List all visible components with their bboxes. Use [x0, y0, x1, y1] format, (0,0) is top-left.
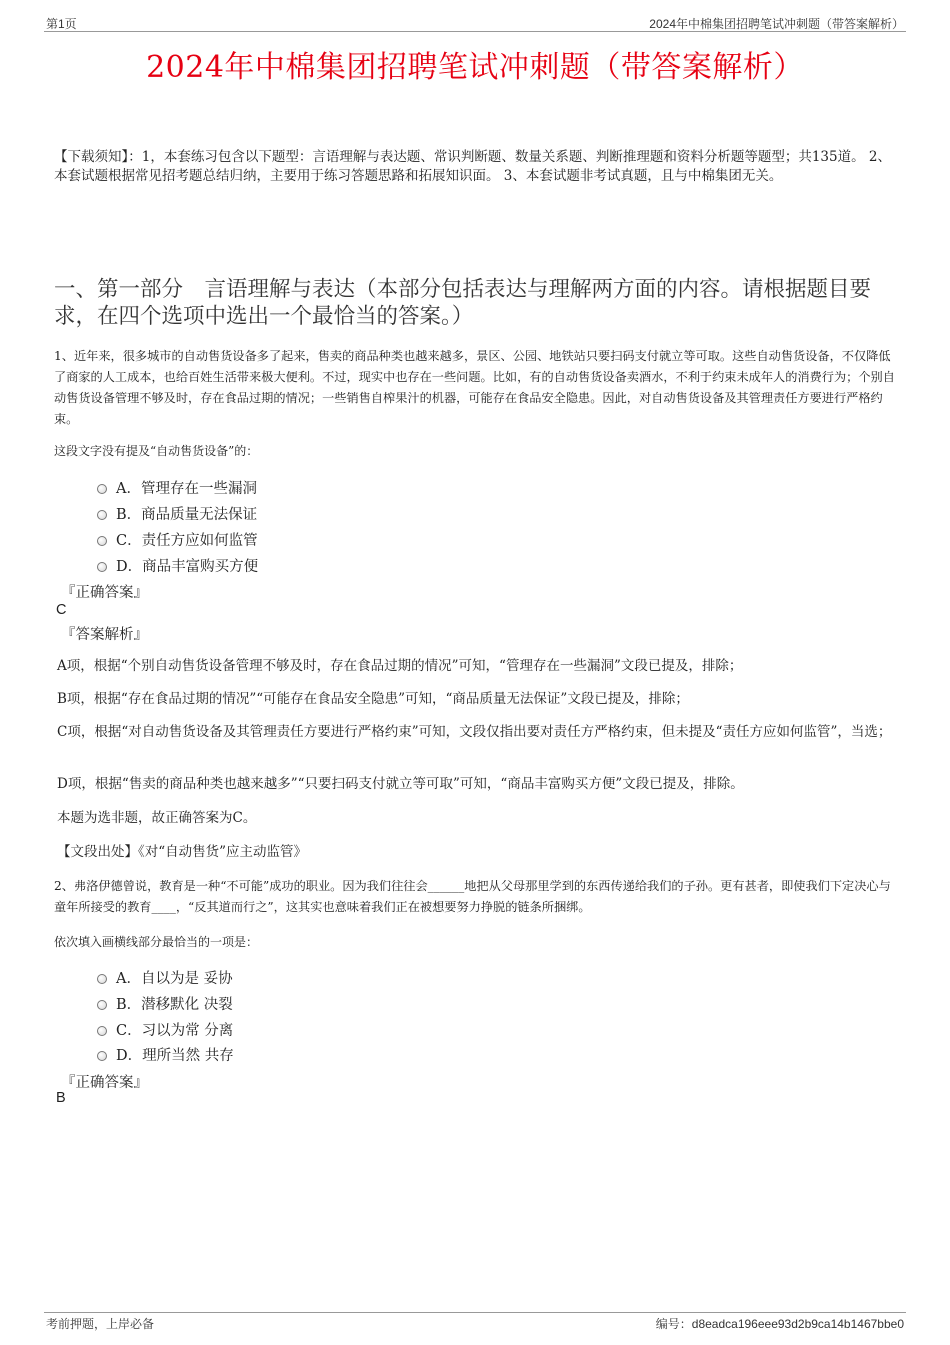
- option-label: B．潜移默化 决裂: [116, 997, 233, 1013]
- option-label: C．责任方应如何监管: [116, 533, 258, 549]
- footer-slogan: 考前押题，上岸必备: [46, 1317, 155, 1331]
- analysis-item-a: A项，根据“个别自动售货设备管理不够及时，存在食品过期的情况”可知，“管理存在一些漏洞”文段已提及，排除；: [57, 658, 743, 674]
- analysis-item-c: C项，根据“对自动售货设备及其管理责任方要进行严格约束”可知，文段仅指出要对责任方严格约束，但未提及“责任方应如何监管”，当选；: [57, 724, 892, 740]
- option-label: A．管理存在一些漏洞: [116, 481, 257, 497]
- question-2-option-a[interactable]: [97, 967, 233, 988]
- question-2-prompt: 依次填入画横线部分最恰当的一项是：: [54, 935, 259, 949]
- question-2-option-b[interactable]: [97, 993, 233, 1014]
- radio-icon[interactable]: [97, 536, 107, 546]
- radio-icon[interactable]: [97, 484, 107, 494]
- footer-divider: [44, 1312, 906, 1313]
- question-2-text: 2、弗洛伊德曾说，教育是一种“不可能”成功的职业。因为我们往往会______地把从父母那里学到的东西传递给我们的子孙。更有甚者，即使我们下定决心与童年所接受的教育____，“反其道而行之”，这其实也意味着我们正在被想要努力挣脱的链条所捆绑。: [54, 879, 891, 914]
- option-label: D．商品丰富购买方便: [116, 559, 259, 575]
- header-doc-title: 2024年中棉集团招聘笔试冲刺题（带答案解析）: [649, 17, 904, 31]
- option-label: C．习以为常 分离: [116, 1023, 234, 1039]
- radio-icon[interactable]: [97, 1026, 107, 1036]
- page-title: 2024年中棉集团招聘笔试冲刺题（带答案解析）: [146, 50, 804, 85]
- question-1-answer-label: 『正确答案』: [61, 585, 148, 601]
- question-1-text: 1、近年来，很多城市的自动售货设备多了起来，售卖的商品种类也越来越多，景区、公园、地铁站只要扫码支付就立等可取。这些自动售货设备，不仅降低了商家的人工成本，也给百姓生活带来极大便利。不过，现实中也存在一些问题。比如，有的自动售货设备卖酒水，不利于约束未成年人的消费行为；个别自动售货设备管理不够及时，存在食品过期的情况；一些销售自榨果汁的机器，可能存在食品安全隐患。因此，对自动售货设备及其管理责任方要进行严格约束。: [54, 349, 895, 426]
- footer-code: [656, 1315, 904, 1332]
- analysis-item-b: B项，根据“存在食品过期的情况”“可能存在食品安全隐患”可知，“商品质量无法保证”文段已提及，排除；: [57, 691, 689, 707]
- footer-code-value: d8eadca196eee93d2b9ca14b1467bbe0: [691, 1317, 904, 1331]
- question-1-option-c[interactable]: [97, 529, 258, 550]
- question-2-answer-label: 『正确答案』: [61, 1075, 148, 1091]
- analysis-conclusion: 本题为选非题，故正确答案为C。: [57, 810, 257, 826]
- question-2-answer: B: [56, 1090, 66, 1106]
- analysis-item-d: D项，根据“售卖的商品种类也越来越多”“只要扫码支付就立等可取”可知，“商品丰富购买方便”文段已提及，排除。: [57, 776, 744, 792]
- question-1-option-a[interactable]: [97, 477, 257, 498]
- option-label: D．理所当然 共存: [116, 1048, 234, 1064]
- radio-icon[interactable]: [97, 510, 107, 520]
- question-1-source: 【文段出处】《对“自动售货”应主动监管》: [57, 844, 308, 860]
- question-2-option-c[interactable]: [97, 1019, 233, 1040]
- radio-icon[interactable]: [97, 562, 107, 572]
- section-heading: 一、第一部分 言语理解与表达（本部分包括表达与理解两方面的内容。请根据题目要求，在四个选项中选出一个最恰当的答案。）: [54, 277, 872, 329]
- radio-icon[interactable]: [97, 974, 107, 984]
- question-1-option-d[interactable]: [97, 555, 258, 576]
- radio-icon[interactable]: [97, 1051, 107, 1061]
- question-2-option-d[interactable]: [97, 1044, 234, 1065]
- question-1-analysis-label: 『答案解析』: [61, 627, 148, 643]
- question-1-answer: C: [56, 602, 67, 618]
- footer-code-label: 编号：: [655, 1317, 692, 1331]
- page-number: 第1页: [46, 17, 77, 31]
- download-notice: 【下载须知】：1，本套练习包含以下题型：言语理解与表达题、常识判断题、数量关系题、判断推理题和资料分析题等题型；共135道。 2、本套试题根据常见招考题总结归纳，主要用于练习答题思路和拓展知识面。 3、本套试题非考试真题，且与中棉集团无关。: [54, 149, 891, 184]
- question-1-prompt: 这段文字没有提及“自动售货设备”的：: [54, 444, 259, 458]
- question-1-option-b[interactable]: [97, 503, 257, 524]
- header-divider: [44, 31, 906, 32]
- option-label: B．商品质量无法保证: [116, 507, 258, 523]
- option-label: A．自以为是 妥协: [116, 971, 233, 987]
- radio-icon[interactable]: [97, 1000, 107, 1010]
